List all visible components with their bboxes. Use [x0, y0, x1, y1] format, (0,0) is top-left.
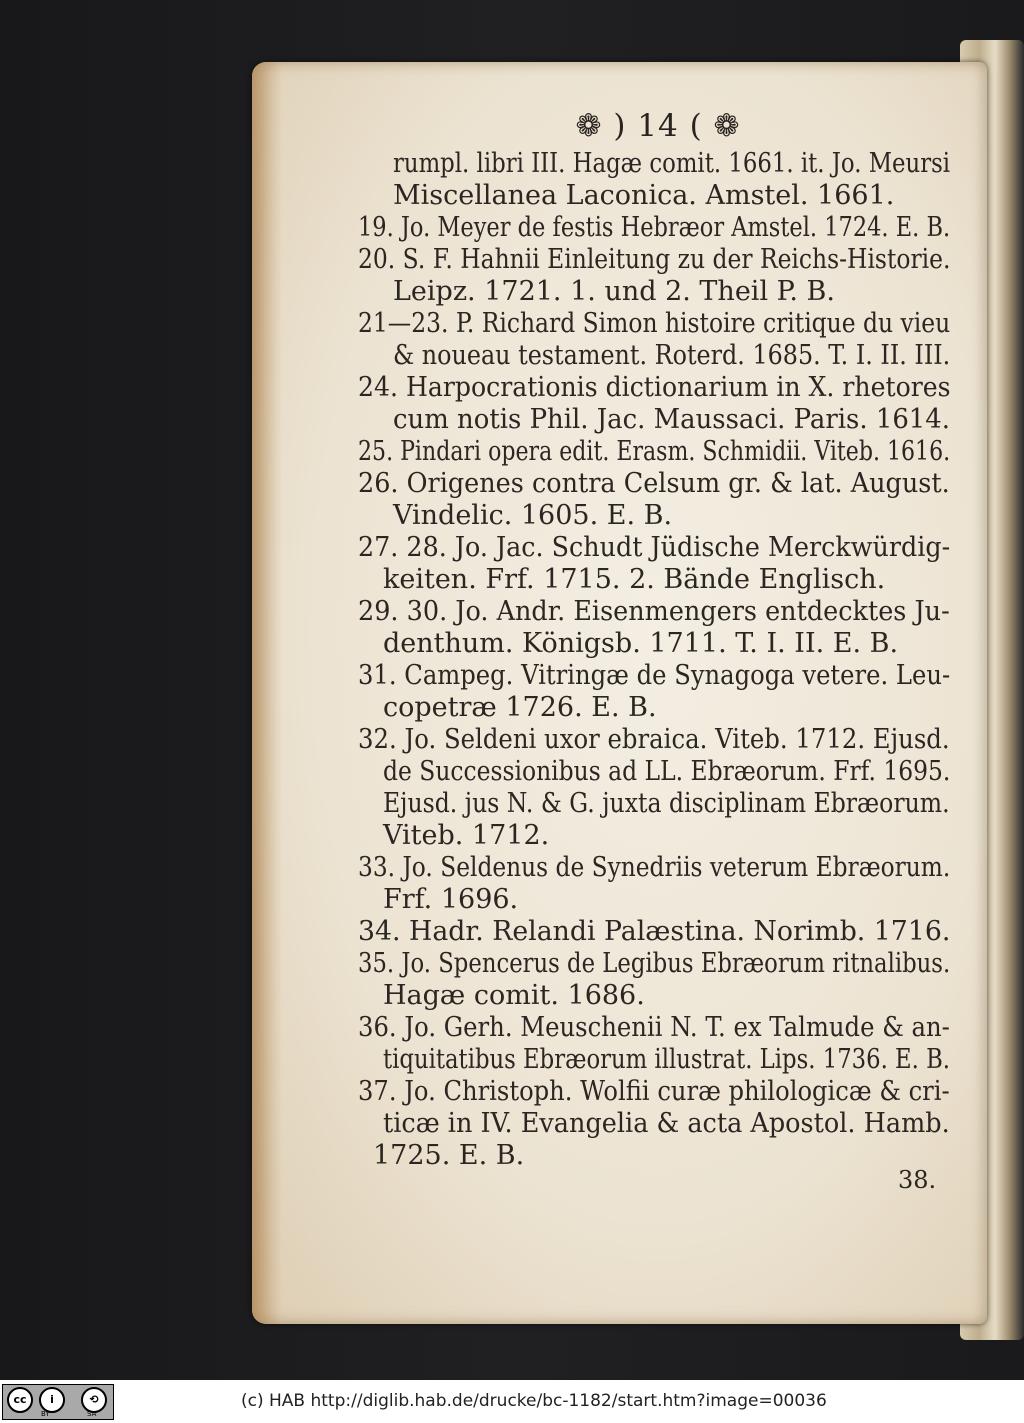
page-header: ❁ ) 14 ( ❁ — [575, 108, 741, 144]
text-line: Vindelic. 1605. E. B. — [393, 500, 673, 531]
text-line: 35. Jo. Spencerus de Legibus Ebræorum ritnalibus. — [358, 948, 951, 979]
text-line: 25. Pindari opera edit. Erasm. Schmidii. Viteb. 1616. — [358, 436, 951, 467]
text-line: 20. S. F. Hahnii Einleitung zu der Reichs-Historie. — [358, 244, 951, 275]
copyright-url-text: (c) HAB http://diglib.hab.de/drucke/bc-1182/start.htm?image=00036 — [241, 1391, 827, 1411]
text-line: 34. Hadr. Relandi Palæstina. Norimb. 1716. — [358, 916, 951, 947]
text-line: Hagæ comit. 1686. — [383, 980, 645, 1011]
text-line: 27. 28. Jo. Jac. Schudt Jüdische Merckwürdig- — [358, 532, 951, 563]
text-line: 26. Origenes contra Celsum gr. & lat. August. — [358, 468, 950, 499]
cc-license-badge[interactable] — [2, 1384, 114, 1420]
text-line: 29. 30. Jo. Andr. Eisenmengers entdecktes Ju- — [358, 596, 950, 627]
text-line: rumpl. libri III. Hagæ comit. 1661. it. Jo. Meursi — [393, 148, 951, 179]
text-line: 21—23. P. Richard Simon histoire critique du vieu — [358, 308, 951, 339]
text-line: 32. Jo. Seldeni uxor ebraica. Viteb. 1712. Ejusd. — [358, 724, 950, 755]
text-line: 36. Jo. Gerh. Meuschenii N. T. ex Talmude & an- — [358, 1012, 950, 1043]
text-line: 33. Jo. Seldenus de Synedriis veterum Ebræorum. — [358, 852, 951, 883]
catchword: 38. — [898, 1166, 937, 1194]
text-line: cum notis Phil. Jac. Maussaci. Paris. 1614. — [393, 404, 951, 435]
text-line: tiquitatibus Ebræorum illustrat. Lips. 1736. E. B. — [383, 1044, 951, 1075]
text-line: 19. Jo. Meyer de festis Hebræor Amstel. 1724. E. B. — [358, 212, 951, 243]
text-line: de Successionibus ad LL. Ebræorum. Frf. 1695. — [383, 756, 951, 787]
text-line: copetræ 1726. E. B. — [383, 692, 657, 723]
text-line: denthum. Königsb. 1711. T. I. II. E. B. — [383, 628, 899, 659]
share-alike-icon: ⟲ — [81, 1387, 107, 1413]
page-gutter-shadow — [252, 62, 282, 1324]
text-line: Leipz. 1721. 1. und 2. Theil P. B. — [393, 276, 835, 307]
text-line: Frf. 1696. — [383, 884, 519, 915]
text-line: ticæ in IV. Evangelia & acta Apostol. Hamb. — [383, 1108, 950, 1139]
by-label: BY — [41, 1410, 50, 1418]
text-line: & noueau testament. Roterd. 1685. T. I. II. III. — [393, 340, 951, 371]
text-line: Viteb. 1712. — [383, 820, 550, 851]
attribution-icon: i — [39, 1387, 65, 1413]
sa-label: SA — [87, 1410, 97, 1418]
text-line: keiten. Frf. 1715. 2. Bände Englisch. — [383, 564, 886, 595]
text-line: 1725. E. B. — [373, 1140, 525, 1171]
text-line: Ejusd. jus N. & G. juxta disciplinam Ebræorum. — [383, 788, 950, 819]
footer-bar — [0, 1380, 1024, 1423]
text-line: Miscellanea Laconica. Amstel. 1661. — [393, 180, 895, 211]
cc-icon: cc — [7, 1387, 33, 1413]
text-line: 37. Jo. Christoph. Wolfii curæ philologicæ & cri- — [358, 1076, 950, 1107]
text-line: 31. Campeg. Vitringæ de Synagoga vetere. Leu- — [358, 660, 951, 691]
text-line: 24. Harpocrationis dictionarium in X. rhetores — [358, 372, 951, 403]
